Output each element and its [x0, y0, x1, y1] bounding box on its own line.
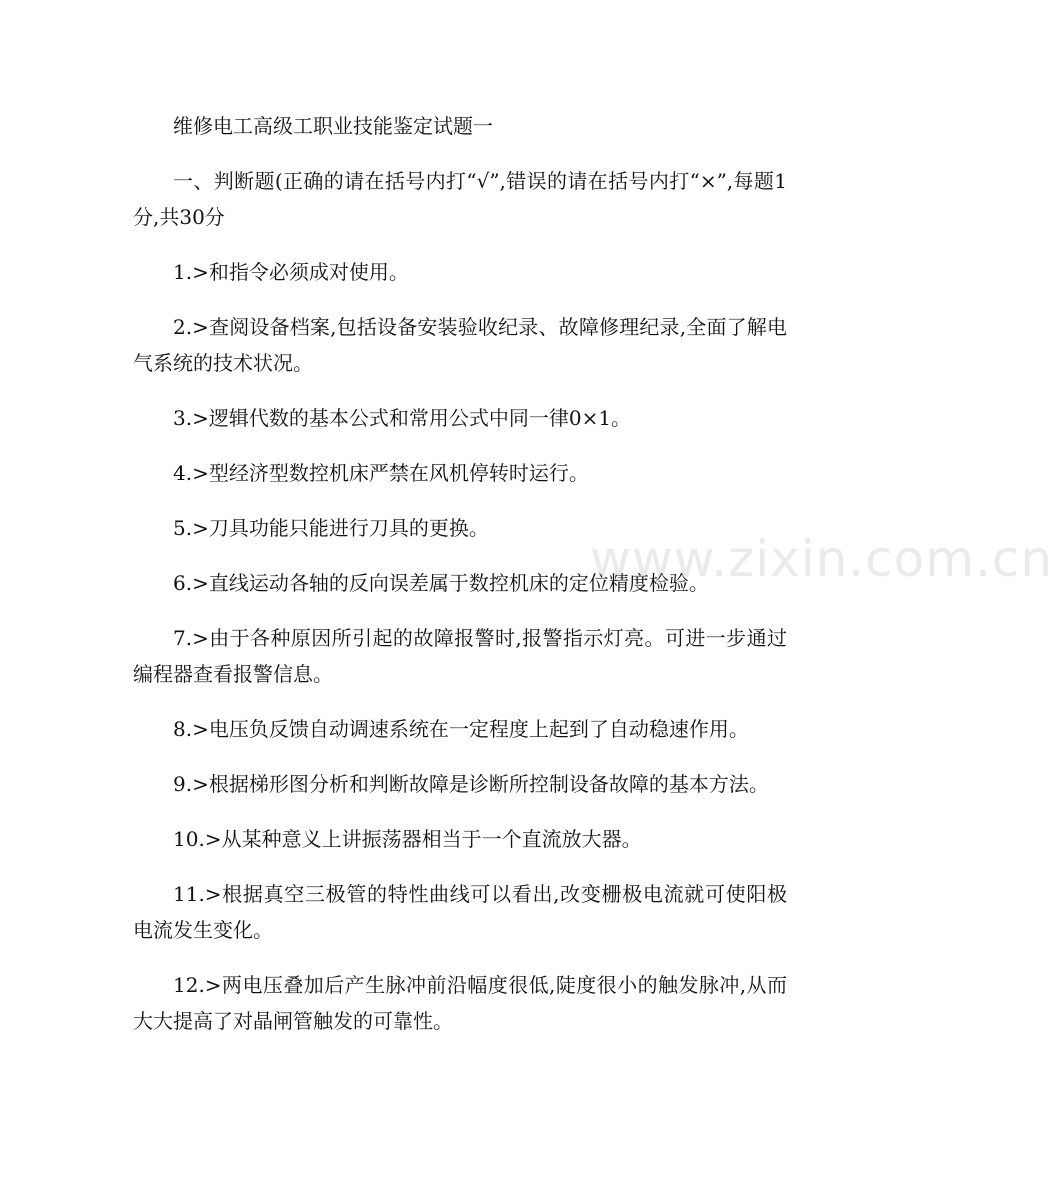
section-heading: 一、判断题(正确的请在括号内打“√”,错误的请在括号内打“×”,每题1分,共30分 — [133, 169, 787, 229]
question-item: 7.>由于各种原因所引起的故障报警时,报警指示灯亮。可进一步通过编程器查看报警信息。 — [133, 626, 787, 686]
question-item: 4.>型经济型数控机床严禁在风机停转时运行。 — [173, 461, 589, 485]
question-item: 2.>查阅设备档案,包括设备安装验收纪录、故障修理纪录,全面了解电气系统的技术状况。 — [133, 315, 787, 375]
document-title: 维修电工高级工职业技能鉴定试题一 — [173, 114, 493, 138]
question-item: 12.>两电压叠加后产生脉冲前沿幅度很低,陡度很小的触发脉冲,从而大大提高了对晶闸管触发的可靠性。 — [133, 973, 787, 1033]
question-item: 10.>从某种意义上讲振荡器相当于一个直流放大器。 — [173, 827, 642, 851]
document-body — [133, 108, 787, 1058]
question-item: 3.>逻辑代数的基本公式和常用公式中同一律0×1。 — [173, 406, 632, 430]
question-item: 8.>电压负反馈自动调速系统在一定程度上起到了自动稳速作用。 — [173, 717, 749, 741]
question-item: 5.>刀具功能只能进行刀具的更换。 — [173, 516, 489, 540]
question-item: 9.>根据梯形图分析和判断故障是诊断所控制设备故障的基本方法。 — [173, 772, 769, 796]
watermark: www.zixin.com.cn — [590, 530, 1053, 588]
question-item: 1.>和指令必须成对使用。 — [173, 260, 409, 284]
question-item: 11.>根据真空三极管的特性曲线可以看出,改变栅极电流就可使阳极电流发生变化。 — [133, 882, 787, 942]
question-item: 6.>直线运动各轴的反向误差属于数控机床的定位精度检验。 — [173, 571, 709, 595]
